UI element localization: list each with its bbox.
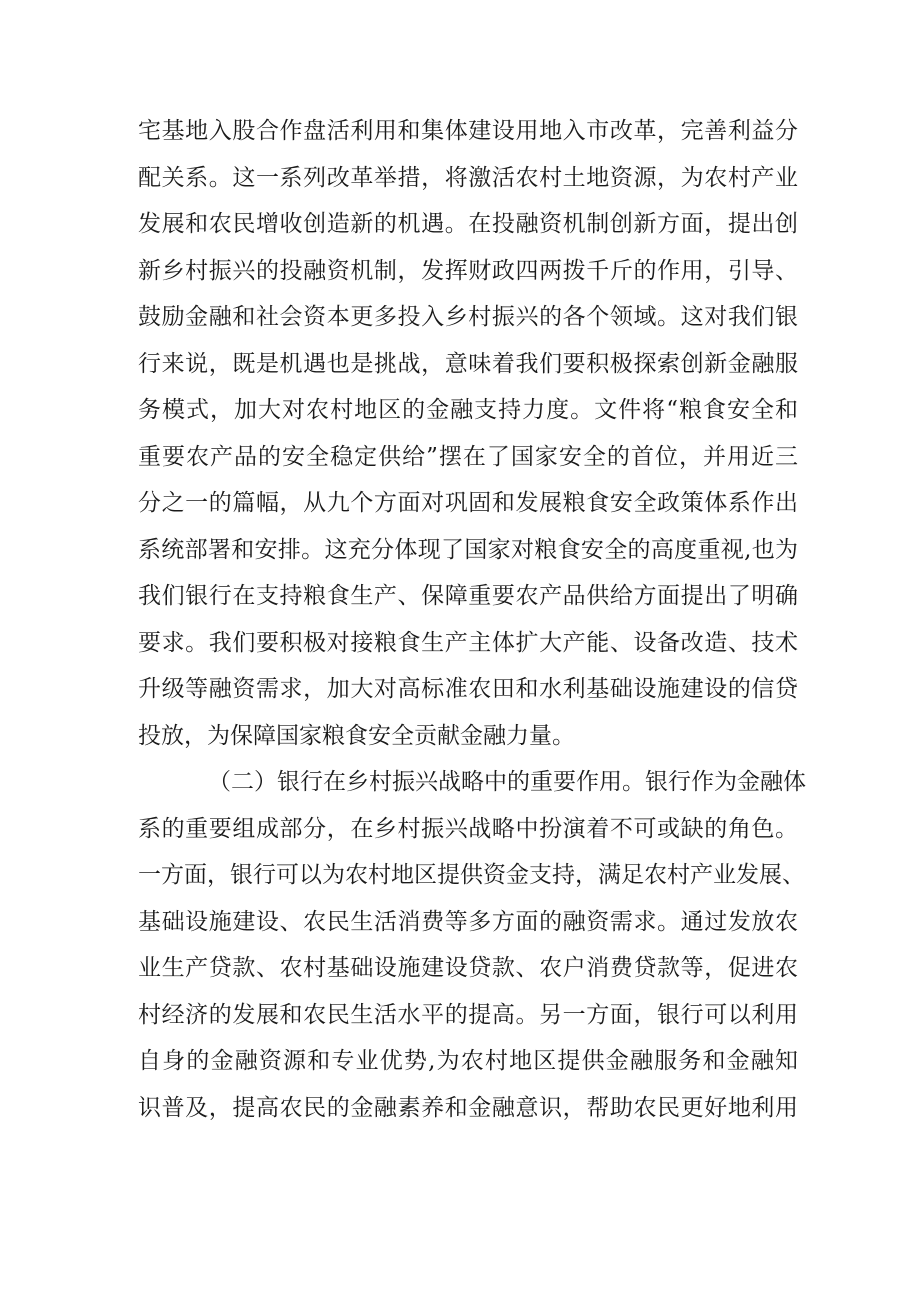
paragraph-line: 升级等融资需求，加大对高标准农田和水利基础设施建设的信贷 [138, 676, 798, 702]
section-heading-line: （二）银行在乡村振兴战略中的重要作用。银行作为金融体 [208, 769, 806, 795]
paragraph-line: 自身的金融资源和专业优势,为农村地区提供金融服务和金融知 [138, 1048, 798, 1074]
paragraph-line: 新乡村振兴的投融资机制，发挥财政四两拨千斤的作用，引导、 [138, 257, 798, 284]
paragraph-line: 重要农产品的安全稳定供给”摆在了国家安全的首位，并用近三 [138, 443, 798, 470]
paragraph-line: 配关系。这一系列改革举措，将激活农村土地资源，为农村产业 [138, 164, 798, 191]
paragraph-line: 行来说，既是机遇也是挑战，意味着我们要积极探索创新金融服 [138, 350, 798, 377]
paragraph-line: 宅基地入股合作盘活利用和集体建设用地入市改革，完善利益分 [138, 118, 798, 144]
paragraph-line: 投放，为保障国家粮食安全贡献金融力量。 [138, 722, 575, 749]
paragraph-line: 要求。我们要积极对接粮食生产主体扩大产能、设备改造、技术 [138, 629, 798, 656]
paragraph-line: 鼓励金融和社会资本更多投入乡村振兴的各个领域。这对我们银 [138, 304, 798, 330]
paragraph-line: 系的重要组成部分，在乡村振兴战略中扮演着不可或缺的角色。 [138, 815, 798, 842]
paragraph-line: 村经济的发展和农民生活水平的提高。另一方面，银行可以利用 [138, 1001, 798, 1028]
paragraph-line: 发展和农民增收创造新的机遇。在投融资机制创新方面，提出创 [138, 211, 798, 237]
paragraph-line: 系统部署和安排。这充分体现了国家对粮食安全的高度重视,也为 [138, 536, 798, 563]
paragraph-line: 基础设施建设、农民生活消费等多方面的融资需求。通过发放农 [138, 908, 798, 935]
paragraph-line: 务模式，加大对农村地区的金融支持力度。文件将“粮食安全和 [138, 397, 798, 423]
paragraph-line: 我们银行在支持粮食生产、保障重要农产品供给方面提出了明确 [138, 583, 798, 609]
paragraph-line: 业生产贷款、农村基础设施建设贷款、农户消费贷款等，促进农 [138, 955, 798, 981]
paragraph-line: 一方面，银行可以为农村地区提供资金支持，满足农村产业发展、 [138, 862, 805, 888]
paragraph-line: 分之一的篇幅，从九个方面对巩固和发展粮食安全政策体系作出 [138, 490, 798, 516]
body-text [138, 108, 806, 1131]
paragraph-line: 识普及，提高农民的金融素养和金融意识，帮助农民更好地利用 [138, 1094, 798, 1121]
